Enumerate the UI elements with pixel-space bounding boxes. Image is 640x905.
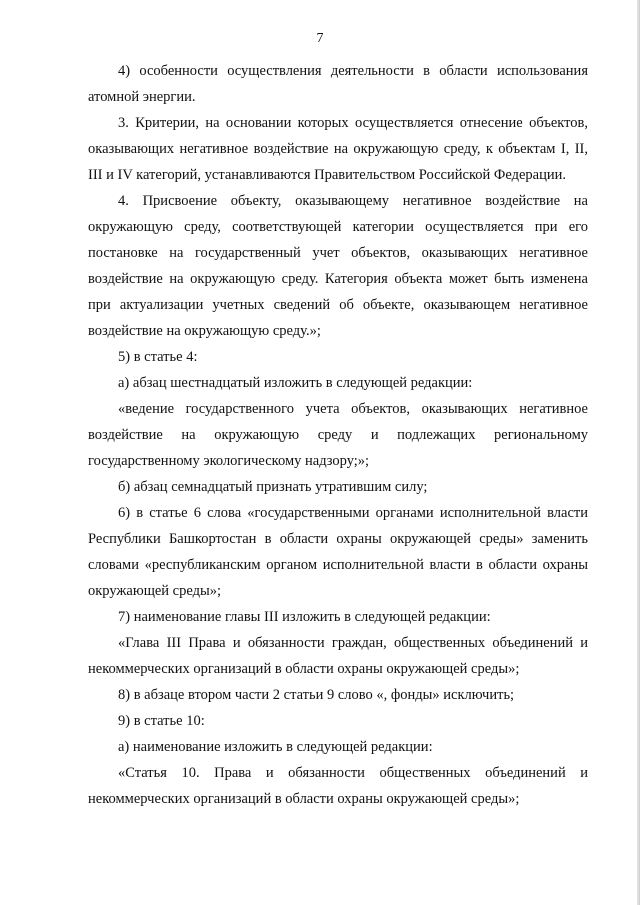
paragraph-sixteenth-abzac: а) абзац шестнадцатый изложить в следующей редакции:	[118, 375, 473, 391]
paragraph-article-6: 6) в статье 6 слова «государственными органами исполнительной власти Республики Башкортостан в области охраны окружающей среды» заменить словами «республиканским органом исполнительной власти в области охраны окружающей среды»;	[88, 505, 588, 599]
paragraph-article-10-quote: «Статья 10. Права и обязанности общественных объединений и некоммерческих организаций в области охраны окружающей среды»;	[88, 765, 588, 807]
paragraph-article-4: 5) в статье 4:	[118, 349, 198, 365]
paragraph-chapter-3-title: 7) наименование главы III изложить в следующей редакции:	[118, 609, 491, 625]
paragraph-article-10-title: а) наименование изложить в следующей редакции:	[118, 739, 433, 755]
paragraph-chapter-3-quote: «Глава III Права и обязанности граждан, общественных объединений и некоммерческих организаций в области охраны окружающей среды»;	[88, 635, 588, 677]
paragraph-category-assignment: 4. Присвоение объекту, оказывающему негативное воздействие на окружающую среду, соответствующей категории осуществляется при его постановке на государственный учет объектов, оказывающих негативное воздействие на окружающую среду. Категория объекта может быть изменена при актуализации учетных сведений об объекте, оказывающем негативное воздействие на окружающую среду.»;	[88, 193, 588, 339]
paragraph-criteria: 3. Критерии, на основании которых осуществляется отнесение объектов, оказывающих негативное воздействие на окружающую среду, к объектам I, II, III и IV категорий, устанавливаются Правительством Российской Федерации.	[88, 115, 588, 183]
paragraph-item-4-atomic: 4) особенности осуществления деятельности в области использования атомной энергии.	[88, 63, 588, 105]
document-body	[88, 58, 588, 812]
paragraph-seventeenth-abzac: б) абзац семнадцатый признать утратившим силу;	[118, 479, 428, 495]
page-number: 7	[316, 31, 324, 46]
paragraph-article-9: 8) в абзаце втором части 2 статьи 9 слово «, фонды» исключить;	[118, 687, 515, 703]
paragraph-state-registration-quote: «ведение государственного учета объектов, оказывающих негативное воздействие на окружающую среду и подлежащих региональному государственному экологическому надзору;»;	[88, 401, 588, 469]
paragraph-article-10: 9) в статье 10:	[118, 713, 205, 729]
